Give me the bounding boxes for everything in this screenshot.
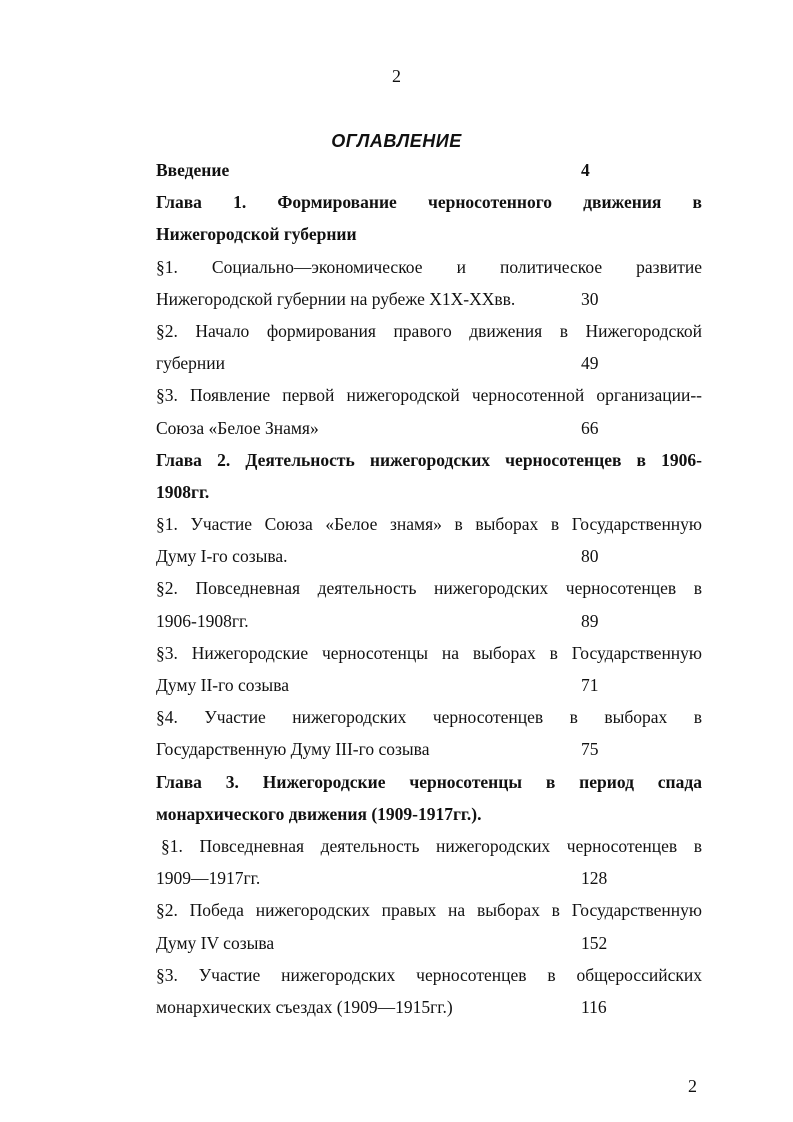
ch3-section-1: §1. Повседневная деятельность нижегородских черносотенцев в xyxy=(161,835,702,856)
ch3-section-3-cont xyxy=(156,991,702,1023)
toc-entry-page: 4 xyxy=(581,160,590,180)
ch1-section-3-cont xyxy=(156,412,702,444)
toc-entry-page: 49 xyxy=(581,353,599,374)
ch1-section-3: §3. Появление первой нижегородской черносотенной организации-- xyxy=(156,385,702,406)
chapter-3-heading-cont: монархического движения (1909-1917гг.). xyxy=(156,803,482,824)
toc-entry-label: Думу IV созыва xyxy=(156,932,275,953)
ch2-section-4: §4. Участие нижегородских черносотенцев в выборах в xyxy=(156,707,702,728)
ch1-section-1: §1. Социально—экономическое и политическое развитие xyxy=(156,256,702,277)
toc-entry-page: 89 xyxy=(581,610,599,631)
toc-entry-page: 66 xyxy=(581,417,599,438)
toc-entry-page: 152 xyxy=(581,932,608,953)
chapter-3-heading: Глава 3. Нижегородские черносотенцы в период спада xyxy=(156,771,702,792)
toc-entry-label: Думу I-го созыва. xyxy=(156,546,288,567)
ch2-section-2-cont xyxy=(156,605,702,637)
ch1-section-2-cont xyxy=(156,347,702,379)
ch1-section-1-cont xyxy=(156,283,702,315)
toc-entry-label: Союза «Белое Знамя» xyxy=(156,417,319,438)
page-number-bottom: 2 xyxy=(688,1076,697,1096)
toc-entry-label: Государственную Думу III-го созыва xyxy=(156,739,430,760)
toc-entry-page: 116 xyxy=(581,996,607,1017)
chapter-2-heading-cont: 1908гг. xyxy=(156,481,210,502)
chapter-1-heading: Глава 1. Формирование черносотенного движения в xyxy=(156,192,702,213)
chapter-2-heading: Глава 2. Деятельность нижегородских черносотенцев в 1906- xyxy=(156,449,702,470)
ch2-section-1: §1. Участие Союза «Белое знамя» в выборах в Государственную xyxy=(156,514,702,535)
ch3-section-2: §2. Победа нижегородских правых на выборах в Государственную xyxy=(156,900,702,921)
toc-entry-label: монархических съездах (1909—1915гг.) xyxy=(156,996,453,1017)
toc-entry-page: 71 xyxy=(581,675,599,695)
ch2-section-2: §2. Повседневная деятельность нижегородских черносотенцев в xyxy=(156,578,702,599)
ch1-section-2: §2. Начало формирования правого движения в Нижегородской xyxy=(156,320,702,341)
ch2-section-3-cont xyxy=(156,669,702,701)
toc-title: ОГЛАВЛЕНИЕ xyxy=(331,131,462,151)
ch3-section-1-cont xyxy=(156,862,702,894)
table-of-contents xyxy=(156,154,702,1023)
page-number-top: 2 xyxy=(392,66,401,86)
ch3-section-2-cont xyxy=(156,927,702,959)
toc-entry-label: губернии xyxy=(156,353,225,374)
toc-entry-label: Думу II-го созыва xyxy=(156,675,289,695)
toc-entry-label: 1906-1908гг. xyxy=(156,610,249,631)
ch2-section-1-cont xyxy=(156,540,702,572)
toc-entry-page: 128 xyxy=(581,868,608,889)
ch2-section-4-cont xyxy=(156,733,702,765)
toc-entry-label: 1909—1917гг. xyxy=(156,868,261,889)
ch3-section-3: §3. Участие нижегородских черносотенцев в общероссийских xyxy=(156,964,702,985)
toc-entry-label: Нижегородской губернии на рубеже Х1Х-ХХвв. xyxy=(156,288,516,309)
toc-entry-page: 75 xyxy=(581,739,599,760)
toc-entry-label: Введение xyxy=(156,160,230,180)
toc-entry-page: 80 xyxy=(581,546,599,567)
toc-entry-intro xyxy=(156,154,702,186)
ch2-section-3: §3. Нижегородские черносотенцы на выборах в Государственную xyxy=(156,642,702,663)
toc-entry-page: 30 xyxy=(581,288,599,309)
chapter-1-heading-cont: Нижегородской губернии xyxy=(156,224,357,245)
